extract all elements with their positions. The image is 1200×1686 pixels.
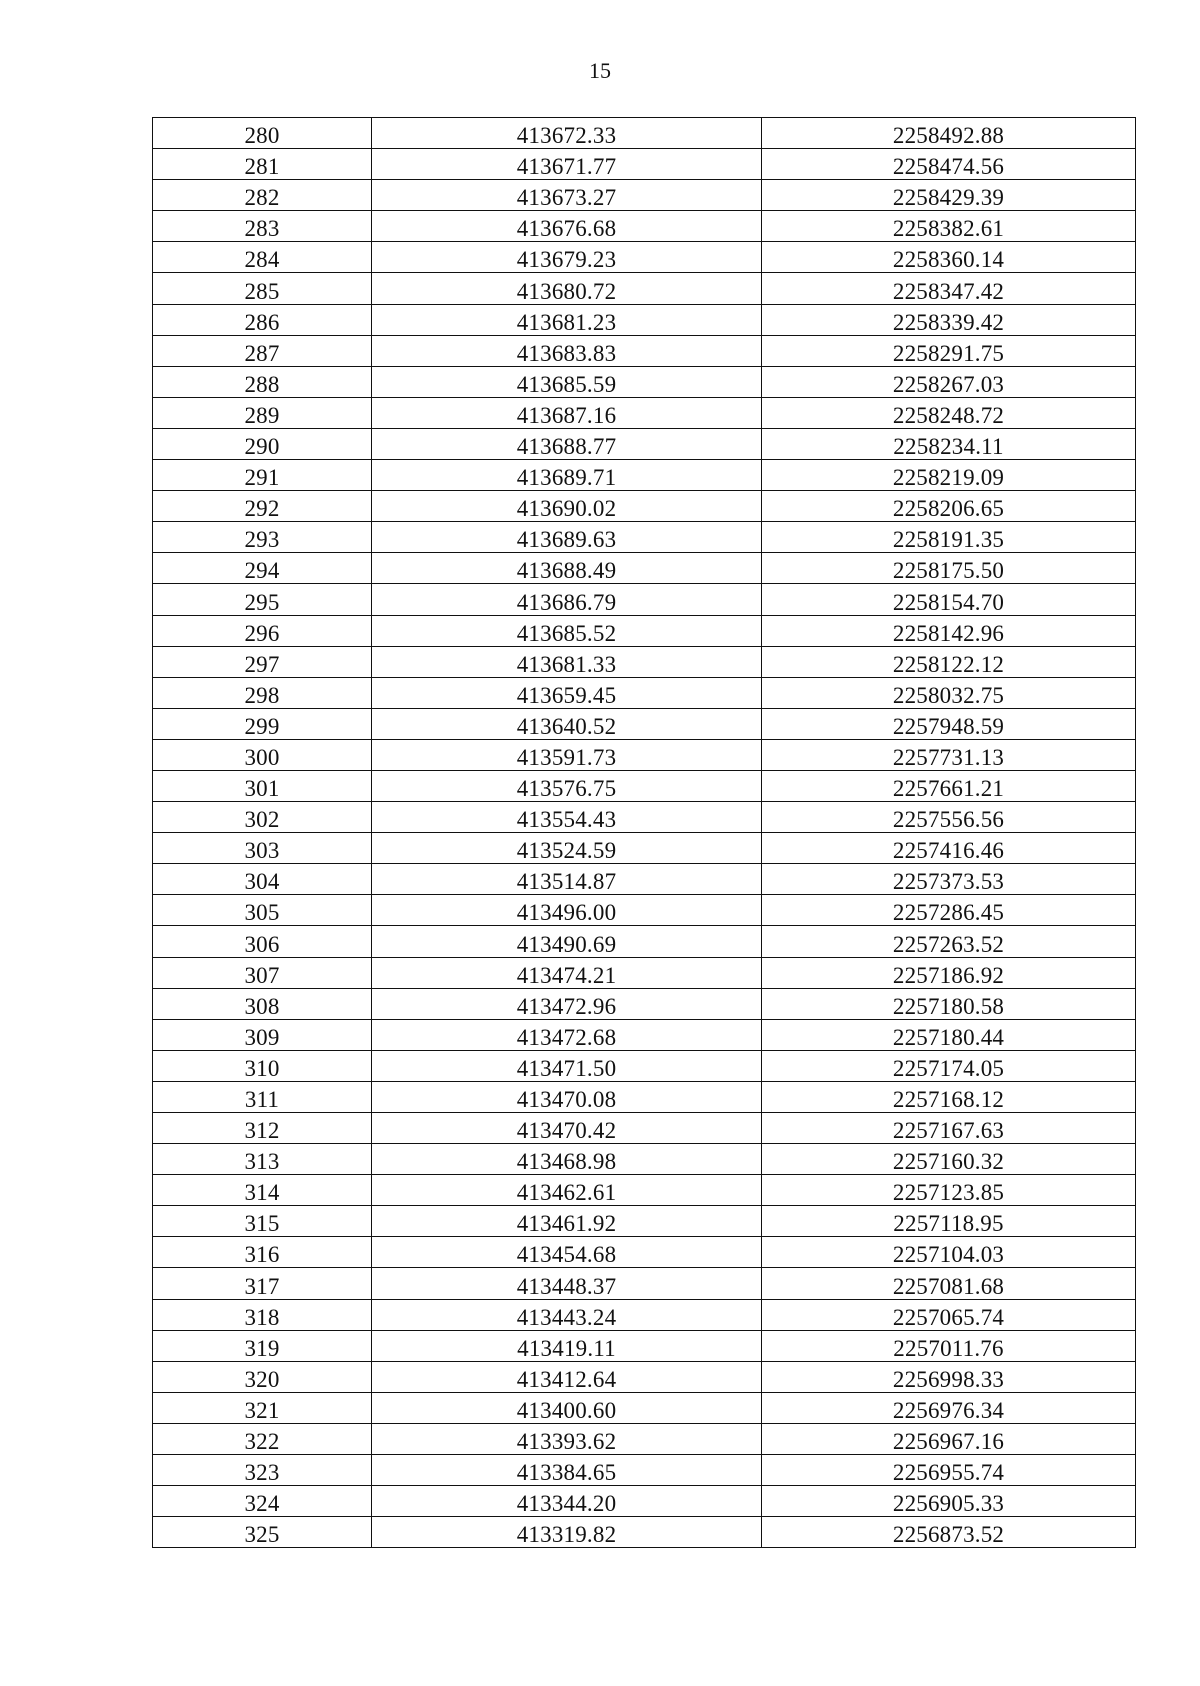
y-coordinate-cell: 2258347.42 <box>762 273 1136 304</box>
y-coordinate-cell: 2258267.03 <box>762 366 1136 397</box>
x-coordinate-cell: 413576.75 <box>372 770 762 801</box>
y-coordinate-cell: 2257065.74 <box>762 1299 1136 1330</box>
x-coordinate-cell: 413681.23 <box>372 304 762 335</box>
point-number-cell: 284 <box>153 242 372 273</box>
point-number-cell: 286 <box>153 304 372 335</box>
x-coordinate-cell: 413470.42 <box>372 1113 762 1144</box>
y-coordinate-cell: 2258122.12 <box>762 646 1136 677</box>
point-number-cell: 302 <box>153 802 372 833</box>
y-coordinate-cell: 2257160.32 <box>762 1144 1136 1175</box>
point-number-cell: 288 <box>153 366 372 397</box>
table-row <box>153 833 1136 864</box>
point-number-cell: 285 <box>153 273 372 304</box>
table-row <box>153 491 1136 522</box>
table-row <box>153 1517 1136 1548</box>
y-coordinate-cell: 2258492.88 <box>762 118 1136 149</box>
y-coordinate-cell: 2257168.12 <box>762 1081 1136 1112</box>
table-row <box>153 1392 1136 1423</box>
x-coordinate-cell: 413461.92 <box>372 1206 762 1237</box>
y-coordinate-cell: 2258339.42 <box>762 304 1136 335</box>
x-coordinate-cell: 413524.59 <box>372 833 762 864</box>
x-coordinate-cell: 413676.68 <box>372 211 762 242</box>
y-coordinate-cell: 2257174.05 <box>762 1050 1136 1081</box>
table-row <box>153 895 1136 926</box>
y-coordinate-cell: 2258191.35 <box>762 522 1136 553</box>
y-coordinate-cell: 2258382.61 <box>762 211 1136 242</box>
point-number-cell: 322 <box>153 1423 372 1454</box>
x-coordinate-cell: 413671.77 <box>372 149 762 180</box>
x-coordinate-cell: 413490.69 <box>372 926 762 957</box>
table-row <box>153 1237 1136 1268</box>
y-coordinate-cell: 2258234.11 <box>762 428 1136 459</box>
table-row <box>153 397 1136 428</box>
x-coordinate-cell: 413474.21 <box>372 957 762 988</box>
x-coordinate-cell: 413462.61 <box>372 1175 762 1206</box>
x-coordinate-cell: 413591.73 <box>372 739 762 770</box>
x-coordinate-cell: 413470.08 <box>372 1081 762 1112</box>
table-row <box>153 926 1136 957</box>
y-coordinate-cell: 2258206.65 <box>762 491 1136 522</box>
x-coordinate-cell: 413448.37 <box>372 1268 762 1299</box>
table-row <box>153 739 1136 770</box>
point-number-cell: 289 <box>153 397 372 428</box>
table-row <box>153 211 1136 242</box>
point-number-cell: 287 <box>153 335 372 366</box>
point-number-cell: 305 <box>153 895 372 926</box>
point-number-cell: 280 <box>153 118 372 149</box>
point-number-cell: 308 <box>153 988 372 1019</box>
table-row <box>153 1050 1136 1081</box>
point-number-cell: 324 <box>153 1486 372 1517</box>
point-number-cell: 291 <box>153 460 372 491</box>
point-number-cell: 298 <box>153 677 372 708</box>
point-number-cell: 306 <box>153 926 372 957</box>
x-coordinate-cell: 413419.11 <box>372 1330 762 1361</box>
y-coordinate-cell: 2257104.03 <box>762 1237 1136 1268</box>
table-row <box>153 1175 1136 1206</box>
table-row <box>153 1113 1136 1144</box>
point-number-cell: 309 <box>153 1019 372 1050</box>
table-row <box>153 646 1136 677</box>
y-coordinate-cell: 2258175.50 <box>762 553 1136 584</box>
y-coordinate-cell: 2257661.21 <box>762 770 1136 801</box>
table-row <box>153 180 1136 211</box>
x-coordinate-cell: 413344.20 <box>372 1486 762 1517</box>
table-row <box>153 366 1136 397</box>
table-row <box>153 957 1136 988</box>
table-row <box>153 1206 1136 1237</box>
point-number-cell: 293 <box>153 522 372 553</box>
y-coordinate-cell: 2258219.09 <box>762 460 1136 491</box>
x-coordinate-cell: 413690.02 <box>372 491 762 522</box>
x-coordinate-cell: 413554.43 <box>372 802 762 833</box>
point-number-cell: 299 <box>153 708 372 739</box>
y-coordinate-cell: 2258142.96 <box>762 615 1136 646</box>
table-row <box>153 708 1136 739</box>
x-coordinate-cell: 413514.87 <box>372 864 762 895</box>
x-coordinate-cell: 413400.60 <box>372 1392 762 1423</box>
point-number-cell: 307 <box>153 957 372 988</box>
table-row <box>153 304 1136 335</box>
y-coordinate-cell: 2257416.46 <box>762 833 1136 864</box>
table-row <box>153 770 1136 801</box>
x-coordinate-cell: 413685.59 <box>372 366 762 397</box>
y-coordinate-cell: 2256967.16 <box>762 1423 1136 1454</box>
x-coordinate-cell: 413384.65 <box>372 1455 762 1486</box>
y-coordinate-cell: 2258429.39 <box>762 180 1136 211</box>
point-number-cell: 319 <box>153 1330 372 1361</box>
point-number-cell: 304 <box>153 864 372 895</box>
x-coordinate-cell: 413687.16 <box>372 397 762 428</box>
point-number-cell: 300 <box>153 739 372 770</box>
y-coordinate-cell: 2256905.33 <box>762 1486 1136 1517</box>
point-number-cell: 290 <box>153 428 372 459</box>
y-coordinate-cell: 2257731.13 <box>762 739 1136 770</box>
table-row <box>153 677 1136 708</box>
x-coordinate-cell: 413659.45 <box>372 677 762 708</box>
point-number-cell: 315 <box>153 1206 372 1237</box>
x-coordinate-cell: 413683.83 <box>372 335 762 366</box>
y-coordinate-cell: 2257373.53 <box>762 864 1136 895</box>
y-coordinate-cell: 2257263.52 <box>762 926 1136 957</box>
y-coordinate-cell: 2258032.75 <box>762 677 1136 708</box>
y-coordinate-cell: 2257556.56 <box>762 802 1136 833</box>
x-coordinate-cell: 413688.77 <box>372 428 762 459</box>
point-number-cell: 301 <box>153 770 372 801</box>
table-row <box>153 1330 1136 1361</box>
x-coordinate-cell: 413496.00 <box>372 895 762 926</box>
table-row <box>153 460 1136 491</box>
y-coordinate-cell: 2257081.68 <box>762 1268 1136 1299</box>
table-row <box>153 584 1136 615</box>
table-row <box>153 864 1136 895</box>
y-coordinate-cell: 2258360.14 <box>762 242 1136 273</box>
table-row <box>153 1268 1136 1299</box>
point-number-cell: 311 <box>153 1081 372 1112</box>
coordinates-table <box>152 117 1136 1548</box>
page-number: 15 <box>589 58 611 83</box>
y-coordinate-cell: 2258474.56 <box>762 149 1136 180</box>
point-number-cell: 281 <box>153 149 372 180</box>
y-coordinate-cell: 2258291.75 <box>762 335 1136 366</box>
y-coordinate-cell: 2257286.45 <box>762 895 1136 926</box>
y-coordinate-cell: 2256955.74 <box>762 1455 1136 1486</box>
table-row <box>153 1423 1136 1454</box>
table-row <box>153 1144 1136 1175</box>
x-coordinate-cell: 413454.68 <box>372 1237 762 1268</box>
x-coordinate-cell: 413471.50 <box>372 1050 762 1081</box>
x-coordinate-cell: 413686.79 <box>372 584 762 615</box>
y-coordinate-cell: 2257123.85 <box>762 1175 1136 1206</box>
point-number-cell: 321 <box>153 1392 372 1423</box>
x-coordinate-cell: 413689.63 <box>372 522 762 553</box>
point-number-cell: 318 <box>153 1299 372 1330</box>
point-number-cell: 296 <box>153 615 372 646</box>
y-coordinate-cell: 2257180.58 <box>762 988 1136 1019</box>
table-row <box>153 802 1136 833</box>
x-coordinate-cell: 413688.49 <box>372 553 762 584</box>
y-coordinate-cell: 2257118.95 <box>762 1206 1136 1237</box>
point-number-cell: 323 <box>153 1455 372 1486</box>
x-coordinate-cell: 413393.62 <box>372 1423 762 1454</box>
point-number-cell: 325 <box>153 1517 372 1548</box>
y-coordinate-cell: 2257948.59 <box>762 708 1136 739</box>
x-coordinate-cell: 413685.52 <box>372 615 762 646</box>
y-coordinate-cell: 2257167.63 <box>762 1113 1136 1144</box>
point-number-cell: 317 <box>153 1268 372 1299</box>
table-row <box>153 988 1136 1019</box>
x-coordinate-cell: 413673.27 <box>372 180 762 211</box>
table-row <box>153 273 1136 304</box>
table-row <box>153 1361 1136 1392</box>
x-coordinate-cell: 413640.52 <box>372 708 762 739</box>
y-coordinate-cell: 2256976.34 <box>762 1392 1136 1423</box>
y-coordinate-cell: 2257180.44 <box>762 1019 1136 1050</box>
x-coordinate-cell: 413443.24 <box>372 1299 762 1330</box>
table-row <box>153 428 1136 459</box>
point-number-cell: 294 <box>153 553 372 584</box>
table-row <box>153 1299 1136 1330</box>
table-row <box>153 1081 1136 1112</box>
table-row <box>153 522 1136 553</box>
point-number-cell: 314 <box>153 1175 372 1206</box>
point-number-cell: 320 <box>153 1361 372 1392</box>
table-row <box>153 1455 1136 1486</box>
table-row <box>153 118 1136 149</box>
x-coordinate-cell: 413672.33 <box>372 118 762 149</box>
point-number-cell: 312 <box>153 1113 372 1144</box>
x-coordinate-cell: 413412.64 <box>372 1361 762 1392</box>
table-row <box>153 1019 1136 1050</box>
point-number-cell: 297 <box>153 646 372 677</box>
table-row <box>153 1486 1136 1517</box>
point-number-cell: 313 <box>153 1144 372 1175</box>
x-coordinate-cell: 413680.72 <box>372 273 762 304</box>
y-coordinate-cell: 2256873.52 <box>762 1517 1136 1548</box>
table-row <box>153 553 1136 584</box>
point-number-cell: 282 <box>153 180 372 211</box>
x-coordinate-cell: 413319.82 <box>372 1517 762 1548</box>
x-coordinate-cell: 413468.98 <box>372 1144 762 1175</box>
point-number-cell: 316 <box>153 1237 372 1268</box>
point-number-cell: 295 <box>153 584 372 615</box>
x-coordinate-cell: 413472.68 <box>372 1019 762 1050</box>
y-coordinate-cell: 2257011.76 <box>762 1330 1136 1361</box>
coordinates-table-body <box>153 118 1136 1548</box>
x-coordinate-cell: 413689.71 <box>372 460 762 491</box>
y-coordinate-cell: 2256998.33 <box>762 1361 1136 1392</box>
x-coordinate-cell: 413472.96 <box>372 988 762 1019</box>
point-number-cell: 303 <box>153 833 372 864</box>
y-coordinate-cell: 2258248.72 <box>762 397 1136 428</box>
table-row <box>153 335 1136 366</box>
point-number-cell: 310 <box>153 1050 372 1081</box>
x-coordinate-cell: 413679.23 <box>372 242 762 273</box>
point-number-cell: 283 <box>153 211 372 242</box>
point-number-cell: 292 <box>153 491 372 522</box>
table-row <box>153 149 1136 180</box>
y-coordinate-cell: 2258154.70 <box>762 584 1136 615</box>
x-coordinate-cell: 413681.33 <box>372 646 762 677</box>
y-coordinate-cell: 2257186.92 <box>762 957 1136 988</box>
table-row <box>153 615 1136 646</box>
table-row <box>153 242 1136 273</box>
